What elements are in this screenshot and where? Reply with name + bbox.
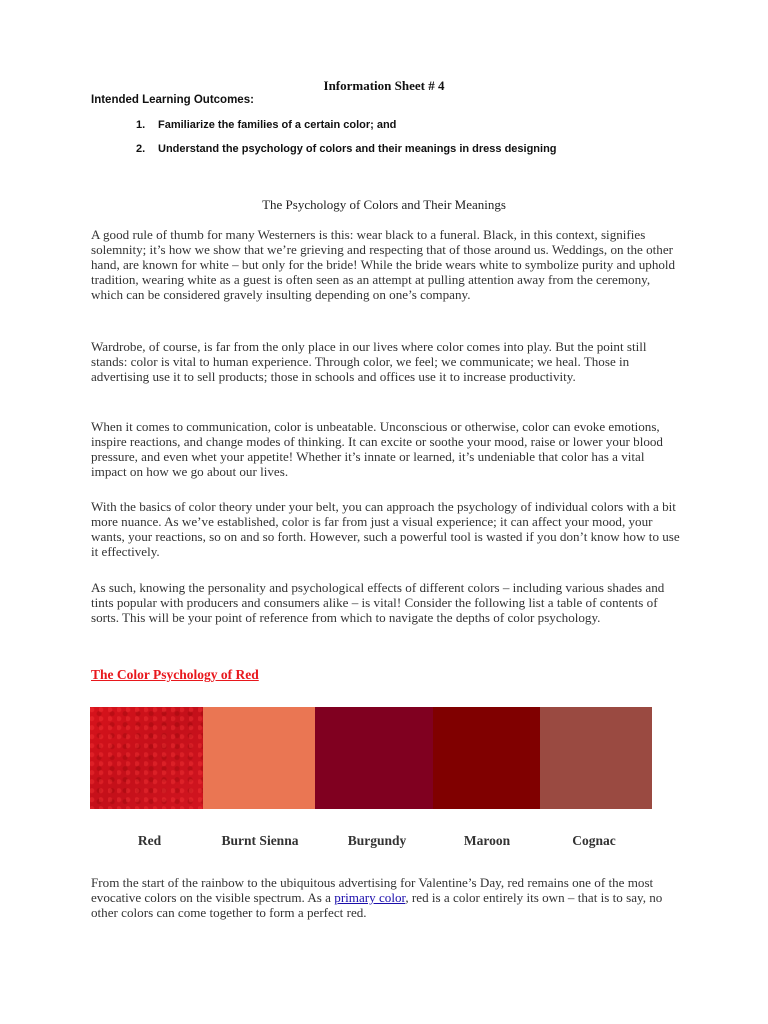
body-paragraph: When it comes to communication, color is unbeatable. Unconscious or otherwise, color can evoke emotions, inspire reactions, and change modes of thinking. It can excite or soothe your mood, raise or lower your blood pressure, and even whet your appetite! Whether it’s innate or learned, it’s undeniable that color has a vital impact on how we go about our lives. [91, 419, 663, 479]
outcome-text: Familiarize the families of a certain color; and [158, 119, 397, 131]
swatch-label-red: Red [137, 833, 162, 848]
body-paragraph: A good rule of thumb for many Westerners is this: wear black to a funeral. Black, in this context, signifies solemnity; it’s how we show that we’re grieving and respecting that of those around us. Weddings, on the other hand, are known for white – but only for the bride! While the bride wears white to symbolize purity and uphold tradition, wearing white as a guest is often seen as an attempt at pulling attention away from the ceremony, which can be considered gravely insulting depending on one’s company. [91, 227, 676, 302]
swatch-label-maroon: Maroon [463, 833, 511, 848]
swatch-label-cognac: Cognac [572, 833, 616, 848]
article-title: The Psychology of Colors and Their Meanings [262, 197, 506, 212]
body-paragraph: With the basics of color theory under your belt, you can approach the psychology of individual colors with a bit more nuance. As we’ve established, color is far from just a visual experience; it can affect your mood, your wants, your reactions, so on and so forth. However, such a powerful tool is wasted if you don’t know how to use it effectively. [91, 499, 680, 559]
closing-text-after: , red is a color entirely its own – that is to say, no other colors can come together to form a perfect red. [91, 889, 663, 920]
swatch-label-burnt-sienna: Burnt Sienna [221, 833, 299, 848]
primary-color-link[interactable]: primary color [334, 889, 406, 905]
swatch-label-burgundy: Burgundy [347, 833, 407, 848]
outcome-item [136, 143, 557, 155]
outcomes-heading: Intended Learning Outcomes: [91, 94, 254, 106]
swatch-red [90, 707, 203, 809]
body-paragraph: Wardrobe, of course, is far from the only place in our lives where color comes into play. But the point still stands: color is vital to human experience. Through color, we feel; we communicate; we heal. Those in advertising use it to sell products; those in schools and offices use it to increase productivity. [91, 339, 647, 384]
closing-paragraph [91, 876, 681, 921]
swatch-burgundy [315, 707, 433, 809]
outcome-text: Understand the psychology of colors and their meanings in dress designing [158, 143, 557, 155]
outcome-item [136, 119, 396, 131]
swatch-maroon [433, 707, 540, 809]
outcome-number: 1. [136, 119, 146, 131]
color-swatch-strip [90, 707, 652, 809]
red-section-heading: The Color Psychology of Red [91, 667, 259, 682]
body-paragraph: As such, knowing the personality and psychological effects of different colors – including various shades and tints popular with producers and consumers alike – is vital! Consider the following list a table of contents of sorts. This will be your point of reference from which to navigate the depths of color psychology. [91, 580, 665, 625]
outcome-number: 2. [136, 143, 146, 155]
swatch-burnt-sienna [203, 707, 315, 809]
sheet-title: Information Sheet # 4 [323, 78, 445, 93]
swatch-cognac [540, 707, 652, 809]
closing-text-before: From the start of the rainbow to the ubiquitous advertising for Valentine’s Day, red remains one of the most evocative colors on the visible spectrum. As a [91, 875, 654, 905]
